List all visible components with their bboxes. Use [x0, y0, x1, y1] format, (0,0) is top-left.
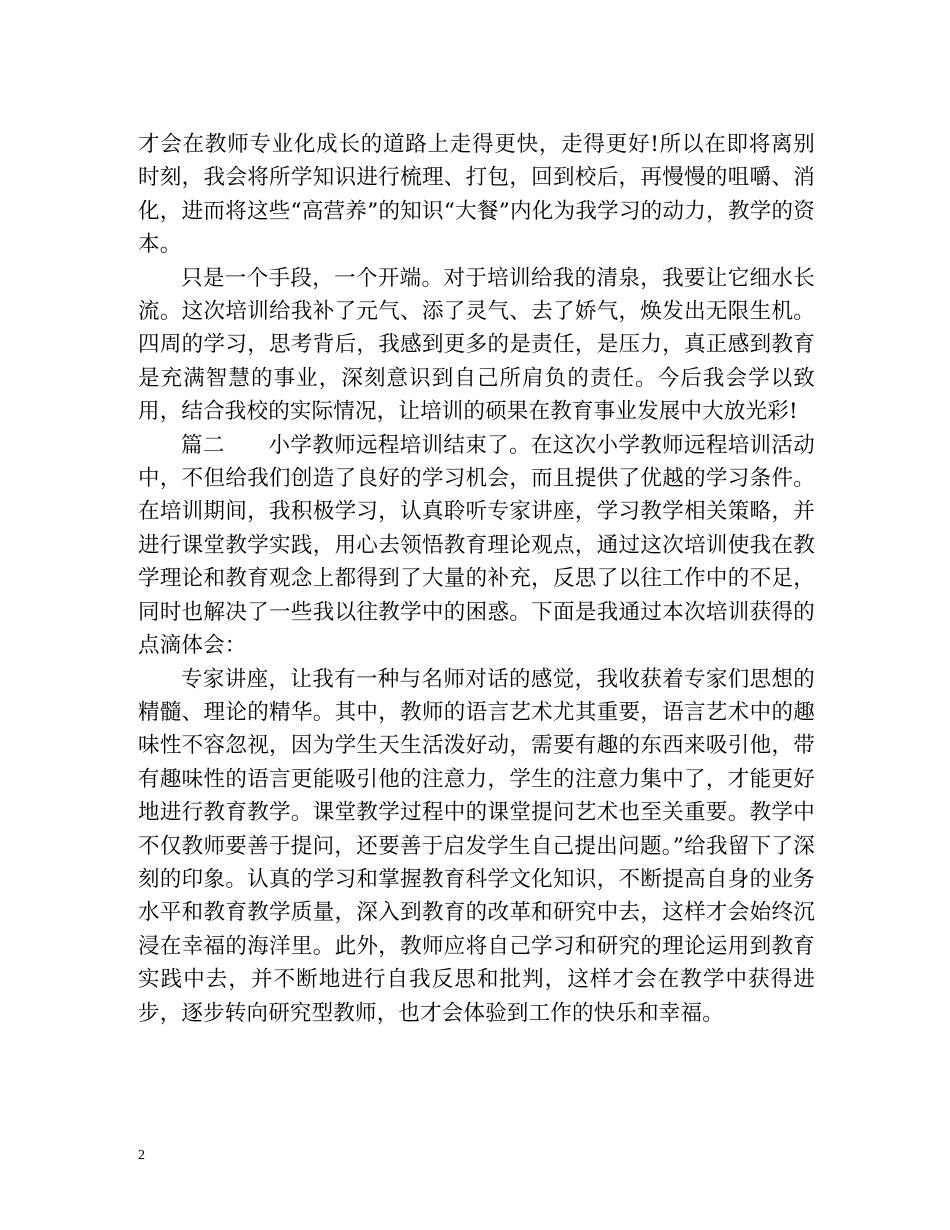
document-body — [138, 128, 815, 1030]
paragraph-3: 篇二 小学教师远程培训结束了。在这次小学教师远程培训活动中，不但给我们创造了良好的学习机会，而且提供了优越的学习条件。在培训期间，我积极学习，认真聆听专家讲座，学习教学相关策略，并进行课堂教学实践，用心去领悟教育理论观点，通过这次培训使我在教学理论和教育观念上都得到了大量的补充，反思了以往工作中的不足，同时也解决了一些我以往教学中的困惑。下面是我通过本次培训获得的点滴体会： — [138, 432, 815, 659]
page-number: 2 — [138, 1148, 145, 1163]
paragraph-4: 专家讲座，让我有一种与名师对话的感觉，我收获着专家们思想的精髓、理论的精华。其中，教师的语言艺术尤其重要，语言艺术中的趣味性不容忽视，因为学生天生活泼好动，需要有趣的东西来吸引他，带有趣味性的语言更能吸引他的注意力，学生的注意力集中了，才能更好地进行教育教学。课堂教学过程中的课堂提问艺术也至关重要。教学中不仅教师要善于提问，还要善于启发学生自己提出问题。”给我留下了深刻的印象。认真的学习和掌握教育科学文化知识，不断提高自身的业务水平和教育教学质量，深入到教育的改革和研究中去，这样才会始终沉浸在幸福的海洋里。此外，教师应将自己学习和研究的理论运用到教育实践中去，并不断地进行自我反思和批判，这样才会在教学中获得进步，逐步转向研究型教师，也才会体验到工作的快乐和幸福。 — [138, 666, 815, 1026]
paragraph-2: 只是一个手段，一个开端。对于培训给我的清泉，我要让它细水长流。这次培训给我补了元气、添了灵气、去了娇气，焕发出无限生机。四周的学习，思考背后，我感到更多的是责任，是压力，真正感到教育是充满智慧的事业，深刻意识到自己所肩负的责任。今后我会学以致用，结合我校的实际情况，让培训的硕果在教育事业发展中大放光彩! — [138, 265, 815, 425]
paragraph-1: 才会在教师专业化成长的道路上走得更快，走得更好!所以在即将离别时刻，我会将所学知识进行梳理、打包，回到校后，再慢慢的咀嚼、消化，进而将这些“高营养”的知识“大餐”内化为我学习的动力，教学的资本。 — [138, 132, 815, 258]
